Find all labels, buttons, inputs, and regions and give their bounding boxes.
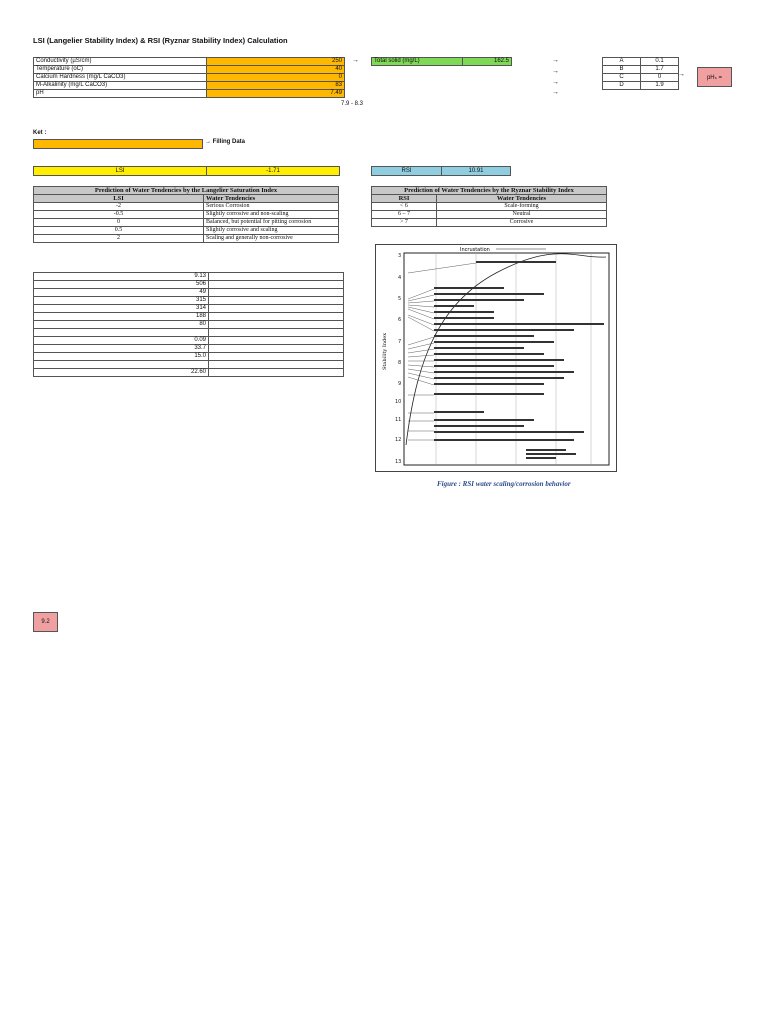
empty-cell[interactable] [209, 273, 344, 281]
lsi-cell: 0.5 [34, 227, 204, 235]
table-row [34, 313, 344, 321]
y-tick: 12 [395, 437, 402, 443]
calc-cell[interactable]: 314 [34, 305, 209, 313]
calc-cell[interactable]: 49 [34, 289, 209, 297]
input-value-cell[interactable]: 7.49 [207, 90, 345, 98]
rsi-prediction-table [371, 186, 607, 227]
rsi-table-title: Prediction of Water Tendencies by the Ryznar Stability Index [372, 187, 607, 195]
table-row [34, 281, 344, 289]
abcd-value[interactable]: 0 [641, 74, 679, 82]
rsi-cell: 6 – 7 [372, 211, 437, 219]
y-tick: 3 [398, 253, 402, 259]
table-row [34, 329, 344, 337]
input-label: Conductivity (µS/cm) [34, 58, 207, 66]
arrow-icon: → [552, 89, 559, 96]
figure-top-label: Incrustation [460, 247, 490, 253]
table-row [34, 235, 339, 243]
y-tick: 11 [395, 417, 402, 423]
lsi-cell: 2 [34, 235, 204, 243]
y-tick: 6 [398, 317, 402, 323]
input-table [33, 57, 345, 98]
tendency-cell: Scaling and generally non-corrosive [204, 235, 339, 243]
rsi-result [371, 166, 511, 176]
input-label: Calcium Hardness (mg/L CaCO3) [34, 74, 207, 82]
table-row [372, 219, 607, 227]
abcd-value[interactable]: 1.9 [641, 82, 679, 90]
tendency-cell: Scale-forming [437, 203, 607, 211]
empty-cell[interactable] [209, 321, 344, 329]
filling-data-legend: → Filling Data [205, 139, 246, 145]
lsi-table-title: Prediction of Water Tendencies by the Langelier Saturation Index [34, 187, 339, 195]
arrow-icon: → [352, 57, 359, 64]
arrow-icon: → [678, 71, 685, 78]
empty-cell[interactable] [209, 329, 344, 337]
empty-cell[interactable] [209, 369, 344, 377]
table-row [34, 361, 344, 369]
lsi-cell: -2 [34, 203, 204, 211]
table-row [372, 211, 607, 219]
table-row [34, 297, 344, 305]
rsi-cell: > 7 [372, 219, 437, 227]
calc-cell[interactable]: 9.13 [34, 273, 209, 281]
total-solid-table [371, 57, 512, 66]
input-row [34, 82, 345, 90]
abcd-table [602, 57, 679, 90]
calc-cell[interactable] [34, 361, 209, 369]
input-value-cell[interactable]: 0 [207, 74, 345, 82]
legend-fill-swatch [33, 139, 203, 149]
rsi-cell: < 6 [372, 203, 437, 211]
tendency-cell: Corrosive [437, 219, 607, 227]
input-row [34, 58, 345, 66]
table-row [34, 337, 344, 345]
input-label: pH [34, 90, 207, 98]
table-row [34, 353, 344, 361]
ph-range: 7.9 - 8.3 [341, 101, 364, 107]
tendency-header: Water Tendencies [437, 195, 607, 203]
abcd-value[interactable]: 1.7 [641, 66, 679, 74]
arrow-icon: → [552, 79, 559, 86]
rsi-header: RSI [372, 195, 437, 203]
table-row [34, 219, 339, 227]
abcd-value[interactable]: 0.1 [641, 58, 679, 66]
y-tick: 10 [395, 399, 402, 405]
table-row [34, 273, 344, 281]
table-row [34, 345, 344, 353]
arrow-icon: → [552, 57, 559, 64]
table-row [34, 321, 344, 329]
total-solid-value[interactable]: 162.5 [463, 58, 512, 66]
abcd-key: C [603, 74, 641, 82]
y-tick: 8 [398, 360, 402, 366]
total-solid-label: Total solid (mg/L) [372, 58, 463, 66]
y-tick: 9 [398, 381, 402, 387]
table-row [34, 211, 339, 219]
empty-cell[interactable] [209, 313, 344, 321]
input-row [34, 90, 345, 98]
tendency-cell: Slightly corrosive and non-scaling [204, 211, 339, 219]
input-row [34, 66, 345, 74]
y-tick: 7 [398, 339, 402, 345]
lsi-label: LSI [34, 167, 207, 176]
arrow-icon: → [552, 68, 559, 75]
input-value-cell[interactable]: 250 [207, 58, 345, 66]
calc-cell[interactable]: 80 [34, 321, 209, 329]
page-title: LSI (Langelier Stability Index) & RSI (Ryznar Stability Index) Calculation [33, 36, 288, 45]
calc-cell[interactable] [34, 329, 209, 337]
input-value-cell[interactable]: 40 [207, 66, 345, 74]
input-row [34, 74, 345, 82]
rsi-figure [375, 244, 617, 472]
empty-cell[interactable] [209, 305, 344, 313]
empty-cell[interactable] [209, 297, 344, 305]
calc-cell[interactable]: 22.60 [34, 369, 209, 377]
y-tick: 5 [398, 296, 402, 302]
input-value-cell[interactable]: 83 [207, 82, 345, 90]
table-row [34, 227, 339, 235]
abcd-key: D [603, 82, 641, 90]
calc-cell[interactable]: 188 [34, 313, 209, 321]
tendency-cell: Neutral [437, 211, 607, 219]
input-label: M-Alkalinity (mg/L CaCO3) [34, 82, 207, 90]
table-row [34, 305, 344, 313]
rsi-value[interactable]: 10.91 [442, 167, 511, 176]
figure-caption: Figure : RSI water scaling/corrosion behavior [437, 480, 571, 488]
empty-cell[interactable] [209, 353, 344, 361]
y-tick: 4 [398, 275, 402, 281]
lsi-cell: -0.5 [34, 211, 204, 219]
rsi-figure-image [376, 245, 616, 471]
calc-cell[interactable]: 315 [34, 297, 209, 305]
calc-cell[interactable]: 15.0 [34, 353, 209, 361]
table-row [34, 289, 344, 297]
table-row [34, 203, 339, 211]
empty-cell[interactable] [209, 281, 344, 289]
table-row [372, 203, 607, 211]
empty-cell[interactable] [209, 361, 344, 369]
lsi-header: LSI [34, 195, 204, 203]
calc-cell[interactable]: 33.7 [34, 345, 209, 353]
tendency-cell: Slightly corrosive and scaling [204, 227, 339, 235]
phs-cell[interactable]: pHₛ = [697, 67, 732, 87]
ket-label: Ket : [33, 130, 47, 136]
calc-cell[interactable]: 0.09 [34, 337, 209, 345]
tendency-header: Water Tendencies [204, 195, 339, 203]
y-tick: 13 [395, 459, 402, 465]
tendency-cell: Serious Corrosion [204, 203, 339, 211]
calc-table [33, 272, 344, 377]
tendency-cell: Balanced, but potential for pitting corrosion [204, 219, 339, 227]
empty-cell[interactable] [209, 345, 344, 353]
lsi-result [33, 166, 340, 176]
figure-axis-label: Stability Index [382, 332, 388, 370]
empty-cell[interactable] [209, 289, 344, 297]
rsi-label: RSI [372, 167, 442, 176]
corner-value-cell[interactable]: 9.2 [33, 612, 58, 632]
table-row [34, 369, 344, 377]
abcd-key: B [603, 66, 641, 74]
lsi-cell: 0 [34, 219, 204, 227]
lsi-value[interactable]: -1.71 [207, 167, 340, 176]
calc-cell[interactable]: 506 [34, 281, 209, 289]
input-label: Temperature (oC) [34, 66, 207, 74]
empty-cell[interactable] [209, 337, 344, 345]
abcd-key: A [603, 58, 641, 66]
lsi-prediction-table [33, 186, 339, 243]
